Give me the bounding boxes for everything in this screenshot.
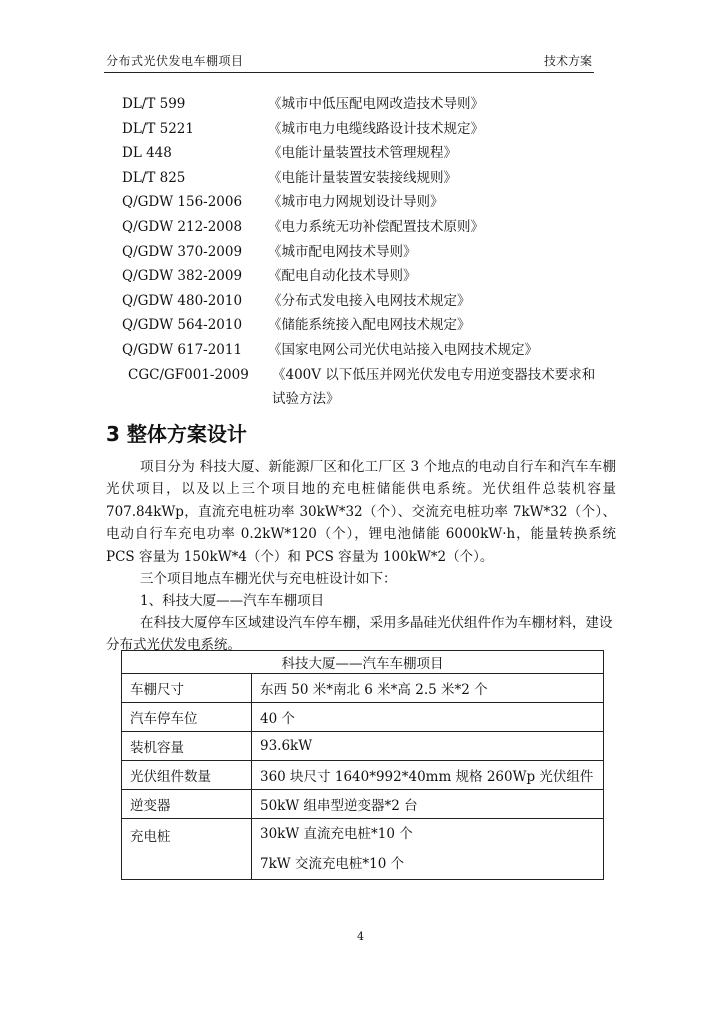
table-value: 东西 50 米*南北 6 米*高 2.5 米*2 个 — [252, 674, 604, 703]
table-row — [122, 732, 604, 761]
spec-table — [121, 650, 604, 880]
table-value: 50kW 组串型逆变器*2 台 — [252, 790, 604, 819]
standard-title: 《电力系统无功补偿配置技术原则》 — [268, 218, 484, 235]
standard-item — [122, 141, 622, 166]
table-row — [122, 790, 604, 819]
table-value — [252, 819, 604, 880]
standard-code: DL/T 599 — [122, 96, 186, 112]
standard-title: 《分布式发电接入电网技术规定》 — [268, 292, 471, 309]
header-divider — [104, 72, 594, 73]
standard-title: 《城市中低压配电网改造技术导则》 — [268, 96, 484, 112]
standard-item — [122, 215, 622, 240]
table-caption: 科技大厦——汽车车棚项目 — [122, 651, 604, 674]
table-value: 40 个 — [252, 703, 604, 732]
standard-item — [122, 166, 622, 191]
standard-code: Q/GDW 617-2011 — [122, 341, 243, 358]
standard-title: 《400V 以下低压并网光伏发电专用逆变器技术要求和 — [272, 366, 596, 383]
table-label: 汽车停车位 — [122, 703, 252, 732]
standard-code: Q/GDW 212-2008 — [122, 218, 243, 235]
table-label: 充电桩 — [122, 819, 252, 880]
standard-item — [122, 338, 622, 363]
table-row — [122, 674, 604, 703]
standard-item — [122, 313, 622, 338]
standard-item — [122, 240, 622, 265]
section-heading: 3 整体方案设计 — [106, 422, 247, 446]
standard-title: 《电能计量装置安装接线规则》 — [268, 169, 457, 186]
paragraph-overview: 项目分为 科技大厦、新能源厂区和化工厂区 3 个地点的电动自行车和汽车车棚光伏项目，以及以上三个项目地的充电桩储能供电系统。光伏组件总装机容量 707.84kWp，直流充电桩功率 30kW*32（个）、交流充电桩功率 7kW*32（个）、电动自行车充电功率 0.2kW*120（个），锂电池储能 6000kW·h，能量转换系统 PCS 容量为 150kW*4（个）和 PCS 容量为 100kW*2（个）。 — [106, 459, 616, 565]
standard-title: 《城市电力电缆线路设计技术规定》 — [268, 120, 484, 137]
header-project-title: 分布式光伏发电车棚项目 — [106, 54, 244, 68]
table-value: 360 块尺寸 1640*992*40mm 规格 260Wp 光伏组件 — [252, 761, 604, 790]
standard-title: 《配电自动化技术导则》 — [268, 268, 417, 285]
paragraph-description: 在科技大厦停车区域建设汽车停车棚，采用多晶硅光伏组件作为车棚材料，建设分布式光伏发电系统。 — [106, 615, 613, 654]
table-row — [122, 819, 604, 880]
standard-title: 《电能计量装置技术管理规程》 — [268, 145, 457, 162]
standard-title: 《国家电网公司光伏电站接入电网技术规定》 — [268, 341, 538, 358]
standard-item-continued — [122, 387, 622, 411]
standard-code: DL/T 5221 — [122, 120, 194, 137]
table-row — [122, 761, 604, 790]
charger-ac: 7kW 交流充电桩*10 个 — [260, 856, 405, 872]
paragraph-intro: 三个项目地点车棚光伏与充电桩设计如下： — [140, 571, 397, 587]
standard-code: Q/GDW 480-2010 — [122, 292, 243, 309]
standard-title: 《城市电力网规划设计导则》 — [268, 194, 444, 211]
standard-title-continued: 试验方法》 — [272, 391, 340, 408]
standard-item — [122, 92, 622, 117]
standard-code: CGC/GF001-2009 — [128, 366, 249, 383]
standard-item — [122, 117, 622, 142]
standard-code: Q/GDW 156-2006 — [122, 194, 243, 211]
standard-code: DL/T 825 — [122, 169, 186, 186]
table-label: 逆变器 — [122, 790, 252, 819]
standard-title: 《城市配电网技术导则》 — [268, 243, 417, 260]
standard-item — [122, 190, 622, 215]
standard-title: 《储能系统接入配电网技术规定》 — [268, 317, 471, 334]
table-row — [122, 703, 604, 732]
table-label: 车棚尺寸 — [122, 674, 252, 703]
header-doc-type: 技术方案 — [544, 54, 593, 68]
standard-code: Q/GDW 564-2010 — [122, 317, 243, 334]
standard-code: Q/GDW 370-2009 — [122, 243, 243, 260]
charger-dc: 30kW 直流充电桩*10 个 — [260, 826, 413, 842]
table-label: 光伏组件数量 — [122, 761, 252, 790]
table-label: 装机容量 — [122, 732, 252, 761]
table-value: 93.6kW — [252, 732, 604, 761]
standard-item — [122, 363, 622, 388]
page-number: 4 — [357, 930, 364, 943]
standard-code: Q/GDW 382-2009 — [122, 268, 243, 285]
subsection-title: 1、科技大厦——汽车车棚项目 — [140, 593, 325, 609]
table-caption-row — [122, 651, 604, 674]
standard-item — [122, 289, 622, 314]
standard-item — [122, 264, 622, 289]
standard-code: DL 448 — [122, 145, 172, 162]
standards-list — [122, 92, 622, 411]
